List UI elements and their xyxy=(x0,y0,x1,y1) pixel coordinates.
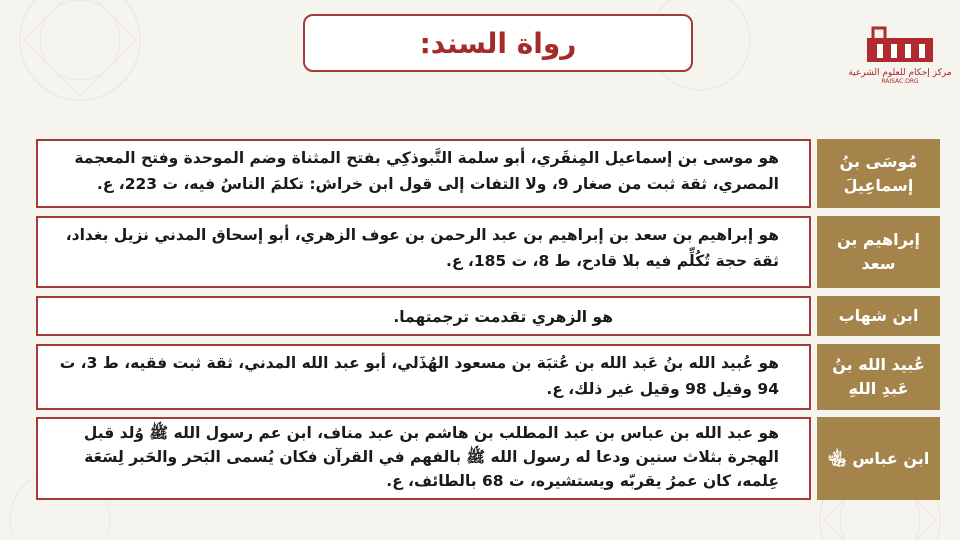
narrator-description: هو موسى بن إسماعيل المِنقَري، أبو سلمة التَّبوذكِي بفتح المثناة وضم الموحدة وفتح المعجمة المصري، ثقة ثبت من صغار 9، ولا التفات إلى قول ابن خراش: تكلمَ الناسُ فيه، ت 223، ع. xyxy=(36,139,811,208)
narrator-description: هو عُبيد الله بنُ عَبد الله بن عُتبَة بن مسعود الهُذَلي، أبو عبد الله المدني، ثقة ثبت فقيه، ط 3، ت 94 وقيل 98 وقيل غير ذلك، ع. xyxy=(36,344,811,410)
narrator-name: مُوسَى بنُ إسماعِيلَ xyxy=(817,139,940,208)
logo-mark-icon xyxy=(865,24,935,66)
logo-tagline: مركز إحكام للعلوم الشرعية xyxy=(848,68,952,78)
logo xyxy=(848,24,952,94)
page-title: رواة السند: xyxy=(419,26,577,60)
narrator-row-ibn-shihab xyxy=(36,296,940,336)
narrator-row-ubaidullah xyxy=(36,344,940,410)
narrator-description: هو عبد الله بن عباس بن عبد المطلب بن هاشم بن عبد مناف، ابن عم رسول الله ﷺ وُلد قبل الهجرة بثلاث سنين ودعا له رسول الله ﷺ بالفهم في القرآن فكان يُسمى البَحر والحَبر لِسَعَة عِلمه، كان عمرُ يقربّه ويستشيره، ت 68 بالطائف، ع. xyxy=(36,417,811,500)
title-box xyxy=(303,14,693,72)
narrator-description: هو الزهري تقدمت ترجمتهما. xyxy=(36,296,811,336)
narrator-name: عُبيد الله بنُ عَبدِ اللهِ xyxy=(817,344,940,410)
narrator-name: ابن عباس ﵄ xyxy=(817,417,940,500)
logo-sub: RAISAC.ORG xyxy=(881,78,919,85)
narrator-row-ibn-abbas xyxy=(36,417,940,500)
narrator-name: إبراهيم بن سعد xyxy=(817,216,940,288)
narrator-description: هو إبراهيم بن سعد بن إبراهيم بن عبد الرحمن بن عوف الزهري، أبو إسحاق المدني نزيل بغداد، ثقة حجة تُكُلِّم فيه بلا قادح، ط 8، ت 185، ع. xyxy=(36,216,811,288)
narrator-row-ibrahim xyxy=(36,216,940,288)
narrator-row-musa xyxy=(36,139,940,208)
narrator-name: ابن شهاب xyxy=(817,296,940,336)
